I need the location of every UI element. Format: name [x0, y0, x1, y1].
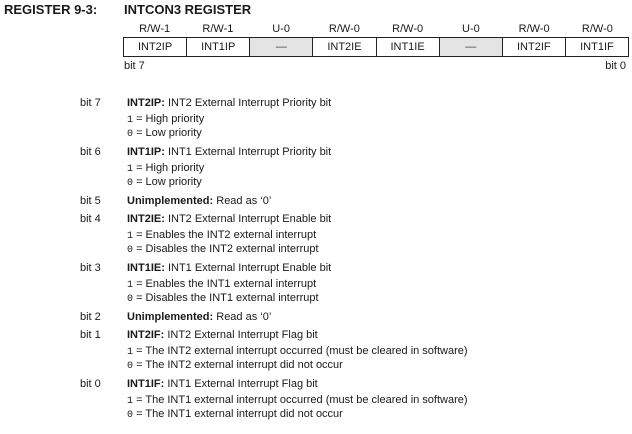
field-name: INT1IF:: [127, 378, 165, 390]
bit-description: [0, 377, 632, 422]
bit-description: [0, 261, 632, 306]
field-summary: INT2 External Interrupt Enable bit: [164, 213, 332, 225]
value-option: 0 = Low priority: [127, 176, 202, 189]
field-name: INT1IP:: [127, 146, 165, 158]
bit-number: bit 7: [80, 97, 101, 109]
field-summary: INT1 External Interrupt Enable bit: [164, 262, 332, 274]
bit-description: [0, 310, 632, 324]
bit-description: [0, 145, 632, 190]
register-title: INTCON3 REGISTER: [124, 2, 252, 17]
bit-cell: INT2IF: [502, 38, 565, 56]
bit-cell: INT1IP: [186, 38, 249, 56]
field-name: INT2IP:: [127, 97, 165, 109]
register-label: REGISTER 9-3:: [4, 2, 98, 17]
access-type: R/W-0: [581, 23, 613, 35]
access-type: R/W-0: [392, 23, 424, 35]
value-option: 0 = Disables the INT2 external interrupt: [127, 243, 319, 256]
bit-number: bit 6: [80, 146, 101, 158]
field-name: INT2IF:: [127, 329, 165, 341]
access-type: R/W-1: [139, 23, 171, 35]
bit-description: [0, 328, 632, 373]
field-summary: INT2 External Interrupt Flag bit: [164, 329, 318, 341]
value-option: 0 = The INT2 external interrupt did not occur: [127, 359, 343, 372]
field-summary: INT2 External Interrupt Priority bit: [164, 97, 332, 109]
bit-cell: INT2IE: [312, 38, 375, 56]
bit-number: bit 2: [80, 311, 101, 323]
value-option: 1 = High priority: [127, 113, 205, 126]
access-type: U-0: [272, 23, 290, 35]
bit-cell-unimplemented: —: [249, 38, 312, 56]
access-type: R/W-0: [328, 23, 360, 35]
field-name: INT2IE:: [127, 213, 165, 225]
register-bit-table: [123, 37, 629, 57]
bit-cell-unimplemented: —: [439, 38, 502, 56]
value-option: 1 = The INT1 external interrupt occurred (must be cleared in software): [127, 394, 468, 407]
bit-number: bit 0: [80, 378, 101, 390]
access-type: R/W-0: [518, 23, 550, 35]
field-name: INT1IE:: [127, 262, 165, 274]
msb-label: bit 7: [124, 60, 145, 72]
value-option: 1 = The INT2 external interrupt occurred (must be cleared in software): [127, 345, 468, 358]
bit-description: [0, 96, 632, 141]
value-option: 0 = Low priority: [127, 127, 202, 140]
value-option: 1 = High priority: [127, 162, 205, 175]
value-option: 0 = Disables the INT1 external interrupt: [127, 292, 319, 305]
bit-description: [0, 212, 632, 257]
bit-number: bit 5: [80, 195, 101, 207]
value-option: 1 = Enables the INT1 external interrupt: [127, 278, 317, 291]
value-option: 1 = Enables the INT2 external interrupt: [127, 229, 317, 242]
access-type-row: [123, 22, 629, 36]
lsb-label: bit 0: [605, 60, 626, 72]
access-type: U-0: [462, 23, 480, 35]
bit-cell: INT1IF: [565, 38, 628, 56]
bit-number: bit 3: [80, 262, 101, 274]
field-summary: Read as ‘0’: [213, 195, 272, 207]
bit-number: bit 1: [80, 329, 101, 341]
field-summary: INT1 External Interrupt Flag bit: [164, 378, 318, 390]
bit-description: [0, 194, 632, 208]
field-summary: INT1 External Interrupt Priority bit: [164, 146, 332, 158]
bit-number: bit 4: [80, 213, 101, 225]
bit-cell: INT1IE: [376, 38, 439, 56]
bit-cell: INT2IP: [124, 38, 186, 56]
access-type: R/W-1: [202, 23, 234, 35]
value-option: 0 = The INT1 external interrupt did not occur: [127, 408, 343, 421]
bit-descriptions: [0, 96, 632, 426]
field-name: Unimplemented:: [127, 311, 214, 323]
field-summary: Read as ‘0’: [213, 311, 272, 323]
field-name: Unimplemented:: [127, 195, 214, 207]
